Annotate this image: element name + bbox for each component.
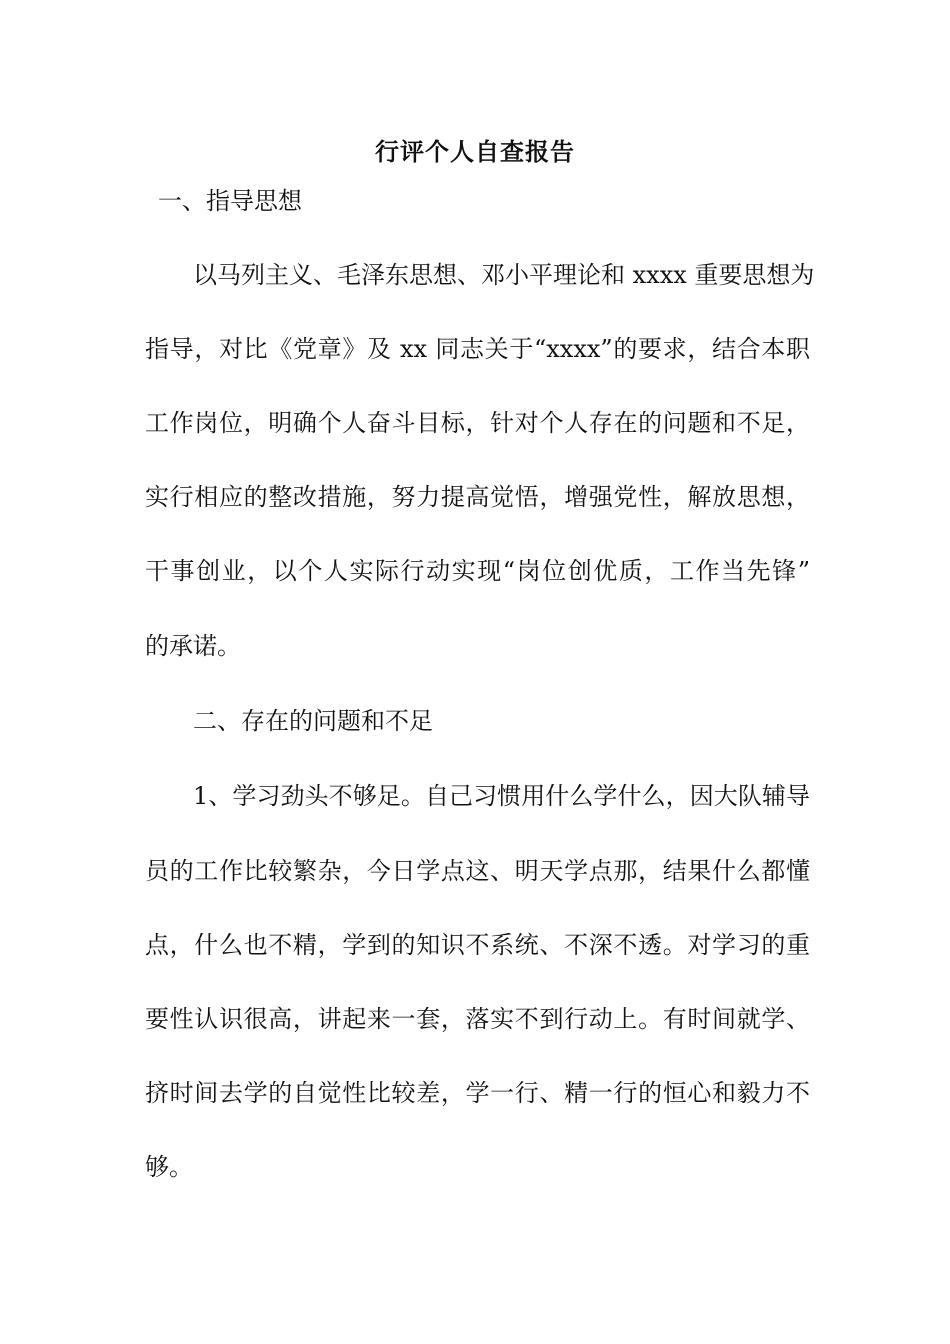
document-title: 行评个人自查报告 <box>375 137 575 166</box>
paragraph-line: 员的工作比较繁杂，今日学点这、明天学点那，结果什么都懂 <box>145 857 810 885</box>
paragraph-line: 点，什么也不精，学到的知识不系统、不深不透。对学习的重 <box>145 931 810 959</box>
paragraph-line: 够。 <box>145 1153 193 1181</box>
paragraph-line: 干事创业，以个人实际行动实现“岗位创优质，工作当先锋” <box>145 557 810 585</box>
paragraph-line: 要性认识很高，讲起来一套，落实不到行动上。有时间就学、 <box>145 1005 810 1033</box>
paragraph-line: 以马列主义、毛泽东思想、邓小平理论和 xxxx 重要思想为 <box>193 261 815 289</box>
paragraph-line: 挤时间去学的自觉性比较差，学一行、精一行的恒心和毅力不 <box>145 1079 810 1107</box>
paragraph-line: 实行相应的整改措施，努力提高觉悟，增强党性，解放思想， <box>145 483 810 511</box>
paragraph-line: 的承诺。 <box>145 632 241 660</box>
section-heading-guiding-ideology: 一、指导思想 <box>158 187 302 215</box>
paragraph-line: 指导，对比《党章》及 xx 同志关于“xxxx”的要求，结合本职 <box>145 335 810 363</box>
paragraph-line: 工作岗位，明确个人奋斗目标，针对个人存在的问题和不足， <box>145 409 810 437</box>
paragraph-line: 1、学习劲头不够足。自己习惯用什么学什么，因大队辅导 <box>193 782 810 810</box>
section-heading-problems: 二、存在的问题和不足 <box>193 707 433 735</box>
